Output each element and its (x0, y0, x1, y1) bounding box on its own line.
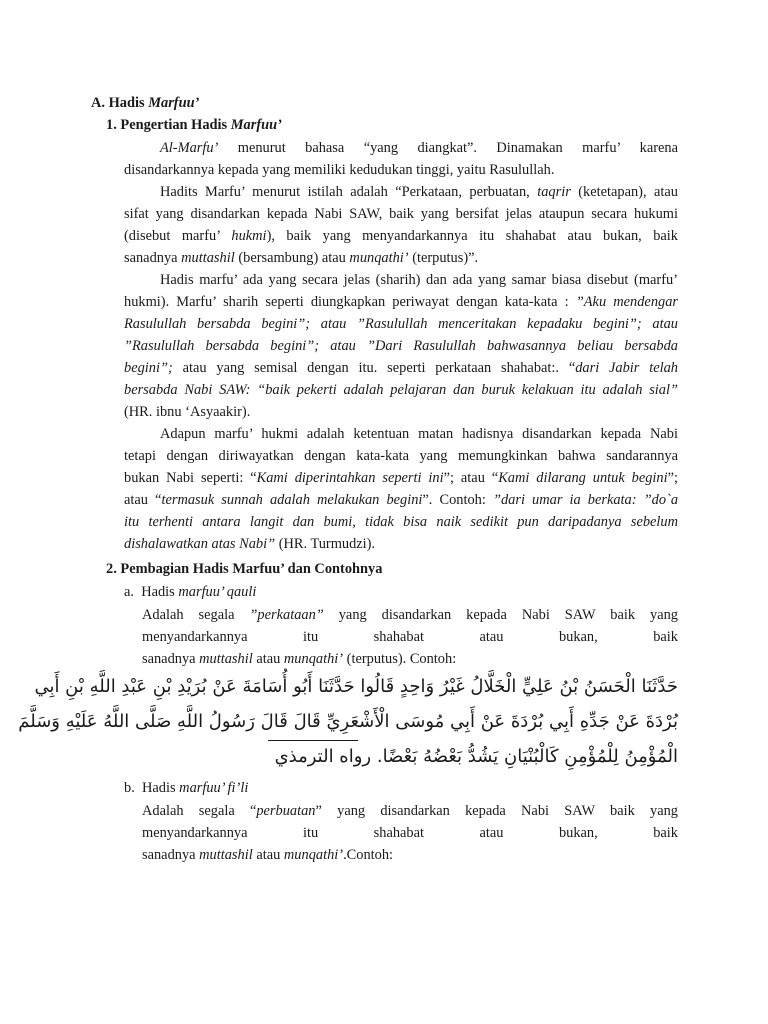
text: (terputus)”. (408, 250, 479, 266)
text: ”; (667, 470, 678, 486)
quote: Kami diperintahkan seperti ini (256, 470, 444, 486)
term-muttashil: muttashil (199, 847, 253, 863)
section-letter: A. (91, 95, 105, 111)
term-muttashil: muttashil (181, 250, 235, 266)
item-a-label: a. (124, 584, 134, 600)
text: Adalah segala (142, 607, 250, 623)
text: ”; atau “ (443, 470, 499, 486)
text: Adalah segala “ (142, 803, 257, 819)
text: ), baik yang menyandarkannya itu shahabat atau bukan, baik (266, 228, 678, 244)
text: sanadnya (142, 651, 200, 667)
item-b-heading (124, 777, 248, 799)
paragraph-2-line-2: sifat yang disandarkan kepada Nabi SAW, baik yang bersifat jelas ataupun secara hukumi (124, 206, 678, 222)
text: ”. Contoh: (422, 492, 493, 508)
paragraph-2-line-4 (124, 247, 478, 269)
text: yang disandarkan kepada Nabi SAW baik yang (323, 607, 678, 623)
text: (terputus). Contoh: (343, 651, 457, 667)
paragraph-4-line-3 (124, 467, 678, 489)
subsection-2-number: 2. (106, 561, 117, 577)
item-a-heading (124, 581, 256, 603)
item-a-line-2: menyandarkannya itu shahabat atau bukan, baik (142, 629, 678, 645)
text: sanadnya (124, 250, 182, 266)
item-b-line-3 (142, 844, 393, 866)
paragraph-1-line-1 (160, 137, 678, 159)
item-a-title: Hadis (141, 584, 179, 600)
quote: ”Aku mendengar (575, 294, 678, 310)
text: (ketetapan), atau (570, 184, 678, 200)
item-a-line-3 (142, 648, 456, 670)
section-title-italic: Marfuu’ (148, 95, 200, 111)
paragraph-3-line-2 (124, 291, 678, 313)
item-a-title-italic: marfuu’ qauli (178, 584, 257, 600)
text: ” yang disandarkan kepada Nabi SAW baik yang (315, 803, 678, 819)
quote: Kami dilarang untuk begini (498, 470, 668, 486)
arabic-hadith-line-2: بُرْدَةَ عَنْ جَدِّهِ أَبِي بُرْدَةَ عَنْ أَبِي مُوسَى الْأَشْعَرِيِّ قَالَ قَالَ رَسُولُ اللَّهِ صَلَّى اللَّهُ عَلَيْهِ وَسَلَّمَ (18, 711, 678, 732)
paragraph-4-line-1: Adapun marfu’ hukmi adalah ketentuan matan hadisnya disandarkan kepada Nabi (160, 426, 678, 442)
subsection-1-heading (106, 114, 282, 136)
text: (disebut marfu’ (124, 228, 232, 244)
text: atau yang semisal dengan itu. seperti perkataan shahabat:. “ (172, 360, 576, 376)
arabic-underline (268, 740, 358, 741)
paragraph-3-line-4: ”Rasulullah bersabda begini”; atau ”Dari Rasulullah bahwasannya beliau bersabda (124, 338, 678, 354)
quote: dishalawatkan atas Nabi” (124, 536, 276, 552)
paragraph-4-line-6 (124, 533, 375, 555)
term-munqathi: munqathi’ (283, 847, 344, 863)
text: atau “ (124, 492, 162, 508)
term-munqathi: munqathi’ (349, 250, 409, 266)
quote: dari Jabir telah (575, 360, 678, 376)
subsection-2-heading (106, 558, 382, 580)
item-b-line-1 (142, 800, 678, 822)
term-munqathi: munqathi’ (283, 651, 344, 667)
arabic-hadith-line-3: الْمُؤْمِنُ لِلْمُؤْمِنِ كَالْبُنْيَانِ يَشُدُّ بَعْضُهُ بَعْضًا. رواه الترمذي (274, 746, 678, 767)
paragraph-4-line-5: itu terhenti antara langit dan bumi, tidak bisa naik sedikit pun daripadanya sebelum (124, 514, 678, 530)
section-title: Hadis (108, 95, 149, 111)
term-muttashil: muttashil (199, 651, 253, 667)
text: .Contoh: (343, 847, 394, 863)
text: atau (252, 651, 284, 667)
quote: termasuk sunnah adalah melakukan begini (161, 492, 423, 508)
item-b-title: Hadis (142, 780, 180, 796)
text: sanadnya (142, 847, 200, 863)
subsection-2-title: Pembagian Hadis Marfuu’ dan Contohnya (120, 561, 383, 577)
subsection-1-title-italic: Marfuu’ (230, 117, 282, 133)
subsection-1-title: Pengertian Hadis (120, 117, 231, 133)
term-hukmi: hukmi (231, 228, 267, 244)
paragraph-2-line-1 (160, 181, 678, 203)
quote: begini”; (124, 360, 173, 376)
arabic-hadith-line-1: حَدَّثَنَا الْحَسَنُ بْنُ عَلِيٍّ الْخَلَّالُ غَيْرُ وَاحِدٍ قَالُوا حَدَّثَنَا أَبُو أُسَامَةَ عَنْ بُرَيْدِ بْنِ عَبْدِ اللَّهِ بْنِ أَبِي (34, 676, 678, 697)
item-b-line-2: menyandarkannya itu shahabat atau bukan, baik (142, 825, 678, 841)
term-perbuatan: perbuatan (256, 803, 316, 819)
text: Hadits Marfu’ menurut istilah adalah “Perkataan, perbuatan, (160, 184, 538, 200)
text: atau (252, 847, 284, 863)
text: menurut bahasa “yang diangkat”. Dinamakan marfu’ karena (218, 140, 678, 156)
paragraph-3-line-1: Hadis marfu’ ada yang secara jelas (sharih) dan ada yang samar biasa disebut (marfu’ (160, 272, 678, 288)
paragraph-1-line-2: disandarkannya kepada yang memiliki kedudukan tinggi, yaitu Rasulullah. (124, 162, 555, 178)
quote: ”dari umar ia berkata: ”do`a (492, 492, 679, 508)
paragraph-3-line-6: bersabda Nabi SAW: “baik pekerti adalah pelajaran dan buruk kelakuan itu adalah sial” (124, 382, 678, 398)
text: bukan Nabi seperti: “ (124, 470, 257, 486)
paragraph-4-line-2: tetapi dengan diriwayatkan dengan kata-kata yang memungkinkan bahwa sandarannya (124, 448, 678, 464)
section-heading (91, 92, 199, 114)
paragraph-4-line-4 (124, 489, 678, 511)
term-taqrir: taqrir (537, 184, 571, 200)
term-al-marfu: Al-Marfu’ (160, 140, 219, 156)
item-a-line-1 (142, 604, 678, 626)
text: (bersambung) atau (234, 250, 350, 266)
item-b-label: b. (124, 780, 135, 796)
paragraph-3-line-5 (124, 357, 678, 379)
term-perkataan: ”perkataan” (249, 607, 324, 623)
text: (HR. Turmudzi). (275, 536, 376, 552)
text: hukmi). Marfu’ sharih seperti diungkapkan periwayat dengan kata-kata : (124, 294, 576, 310)
item-b-title-italic: marfuu’ fi’li (179, 780, 249, 796)
paragraph-3-line-3: Rasulullah bersabda begini”; atau ”Rasulullah menceritakan kepadaku begini”; atau (124, 316, 678, 332)
paragraph-2-line-3 (124, 225, 678, 247)
subsection-1-number: 1. (106, 117, 117, 133)
paragraph-3-line-7: (HR. ibnu ‘Asyaakir). (124, 404, 251, 420)
